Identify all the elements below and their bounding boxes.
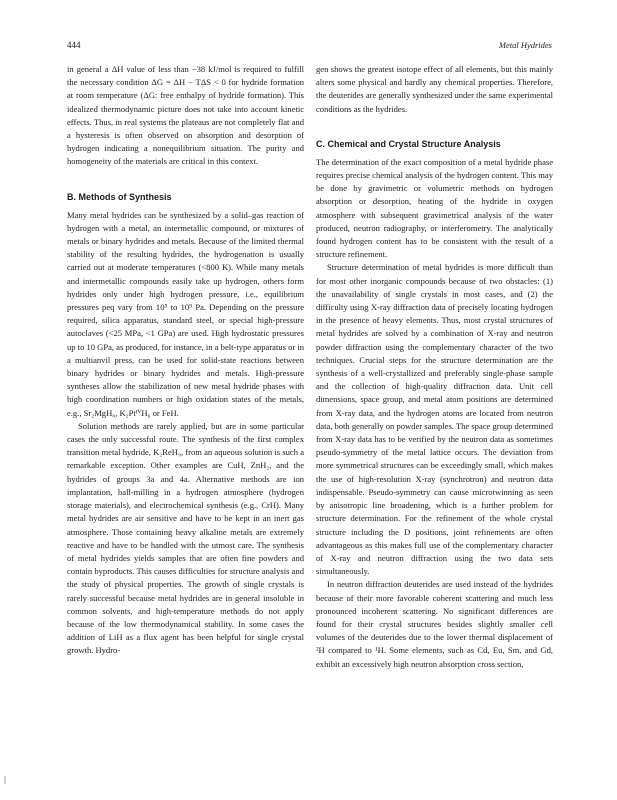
paragraph-c2: Structure determination of metal hydrides is more difficult than for most other inorganic compounds because of two obstacles: (1) the unavailability of single crystals in most cases, and (2) the difficulty using X-ray diffraction data of precisely locating hydrogen in the presence of heavy elements. Thus, most crystal structures of metal hydrides are solved by a combination of X-ray and neutron powder diffraction using the complementary character of the two techniques. Crucial steps for the structure determination are the synthesis of a well-crystallized and preferably single-phase sample and the collection of high-quality diffraction data. Unit cell dimensions, space group, and metal atom positions are determined from X-ray data, and the hydrogen atoms are located from neutron data, both generally on powder samples. The space group determined from X-ray data has to be verified by the neutron data as sometimes pseudo-symmetry of the metal lattice occurs. The deviation from more symmetrical structures can be exceedingly small, which makes the use of high-resolution X-ray (synchrotron) and neutron data indispensable. Pseudo-symmetry can cause microtwinning as seen by anisotropic line broadening, which is a further problem for structure determination. For the refinement of the whole crystal structure including the D positions, joint refinements are often advantageous as this makes full use of the complementary character of X-ray and neutron diffraction using the two data sets simultaneously. <box>316 262 553 577</box>
section-heading-b: B. Methods of Synthesis <box>67 191 172 202</box>
paragraph-b1: Many metal hydrides can be synthesized by a solid–gas reaction of hydrogen with a metal, an intermetallic compound, or mixtures of metals or binary hydrides and metals. Because of the limited thermal stability of the resulting hydrides, the hydrogenation is usually carried out at moderate temperatures (<800 K). While many metals and intermetallic compounds easily take up hydrogen, others form hydrides only under high hydrogen pressure, i.e., equilibrium pressures peq vary from 10⁵ to 10⁹ Pa. Depending on the pressure required, silica apparatus, standard steel, or special high-pressure autoclaves (<25 MPa, <1 GPa) are used. High hydrostatic pressures up to 10 GPa, as produced, for instance, in a belt-type apparatus or in a multianvil press, can be used for solid-state reactions between binary hydrides or binary hydrides and metals. High-pressure syntheses allow the stabilization of new metal hydride phases with high coordination numbers or high oxidation states of the metals, e.g., Sr₂MgH₆, K₂PtᴵⱽH₆ or FeH. <box>67 209 304 418</box>
section-heading-c: C. Chemical and Crystal Structure Analysis <box>316 138 501 149</box>
paragraph-continued: gen shows the greatest isotope effect of all elements, but this mainly alters some physical and hardly any chemical properties. Therefore, the deuterides are generally synthesized under the same experimental conditions as the hydrides. <box>316 64 553 114</box>
paragraph-b2: Solution methods are rarely applied, but are in some particular cases the only successful route. The synthesis of the first complex transition metal hydride, K₂ReH₉, from an aqueous solution is such a remarkable exception. Other examples are CuH, ZnH₂, and the hydrides of groups 3a and 4a. Alternative methods are ion implantation, ball-milling in a hydrogen atmosphere (hydrogen storage materials), and electrochemical synthesis (e.g., CrH). Many metal hydrides are air sensitive and have to be kept in an inert gas atmosphere. Those containing heavy alkaline metals are extremely reactive and have to be handled with the utmost care. The synthesis of metal hydrides yields samples that are often fine powders and contain byproducts. This causes difficulties for structure analysis and the study of physical properties. The growth of single crystals is rarely successful because metal hydrides are in general insoluble in common solvents, and high-temperature methods do not apply because of the low thermodynamical stability. In some cases the addition of LiH as a flux agent has been helpful for single crystal growth. Hydro- <box>67 420 304 656</box>
page-number: 444 <box>67 40 81 50</box>
scan-margin-mark <box>4 776 6 784</box>
left-column <box>67 63 304 658</box>
paragraph-intro: in general a ΔH value of less than −38 kJ/mol is required to fulfill the necessary condition ΔG = ΔH − TΔS < 0 for hydride formation at room temperature (ΔG: free enthalpy of hydride formation). This idealized thermodynamic picture does not take into account kinetic effects. Thus, in real systems the plateaus are not completely flat and a hysteresis is often observed on absorption and desorption of hydrogen indicating a nonequilibrium situation. The purity and homogeneity of the materials are critical in this context. <box>67 64 304 167</box>
paragraph-c3: In neutron diffraction deuterides are used instead of the hydrides because of their more favorable coherent scattering and much less pronounced incoherent scattering. No significant differences are found for their crystal structures besides slightly smaller cell volumes of the deuterides due to the lower thermal displacement of ²H compared to ¹H. Some elements, such as Cd, Eu, Sm, and Gd, exhibit an excessively high neutron absorption cross section, <box>316 579 553 669</box>
right-column <box>316 63 553 671</box>
paragraph-c1: The determination of the exact composition of a metal hydride phase requires precise chemical analysis of the hydrogen content. This may be done by gravimetric or volumetric methods on hydrogen absorption or desorption, heating of the hydride in oxygen atmosphere with subsequent gravimetrical analysis of the water produced, neutron radiography, or interferometry. The analytically found hydrogen content has to be consistent with the result of a structure refinement. <box>316 156 553 260</box>
running-title: Metal Hydrides <box>498 40 552 50</box>
